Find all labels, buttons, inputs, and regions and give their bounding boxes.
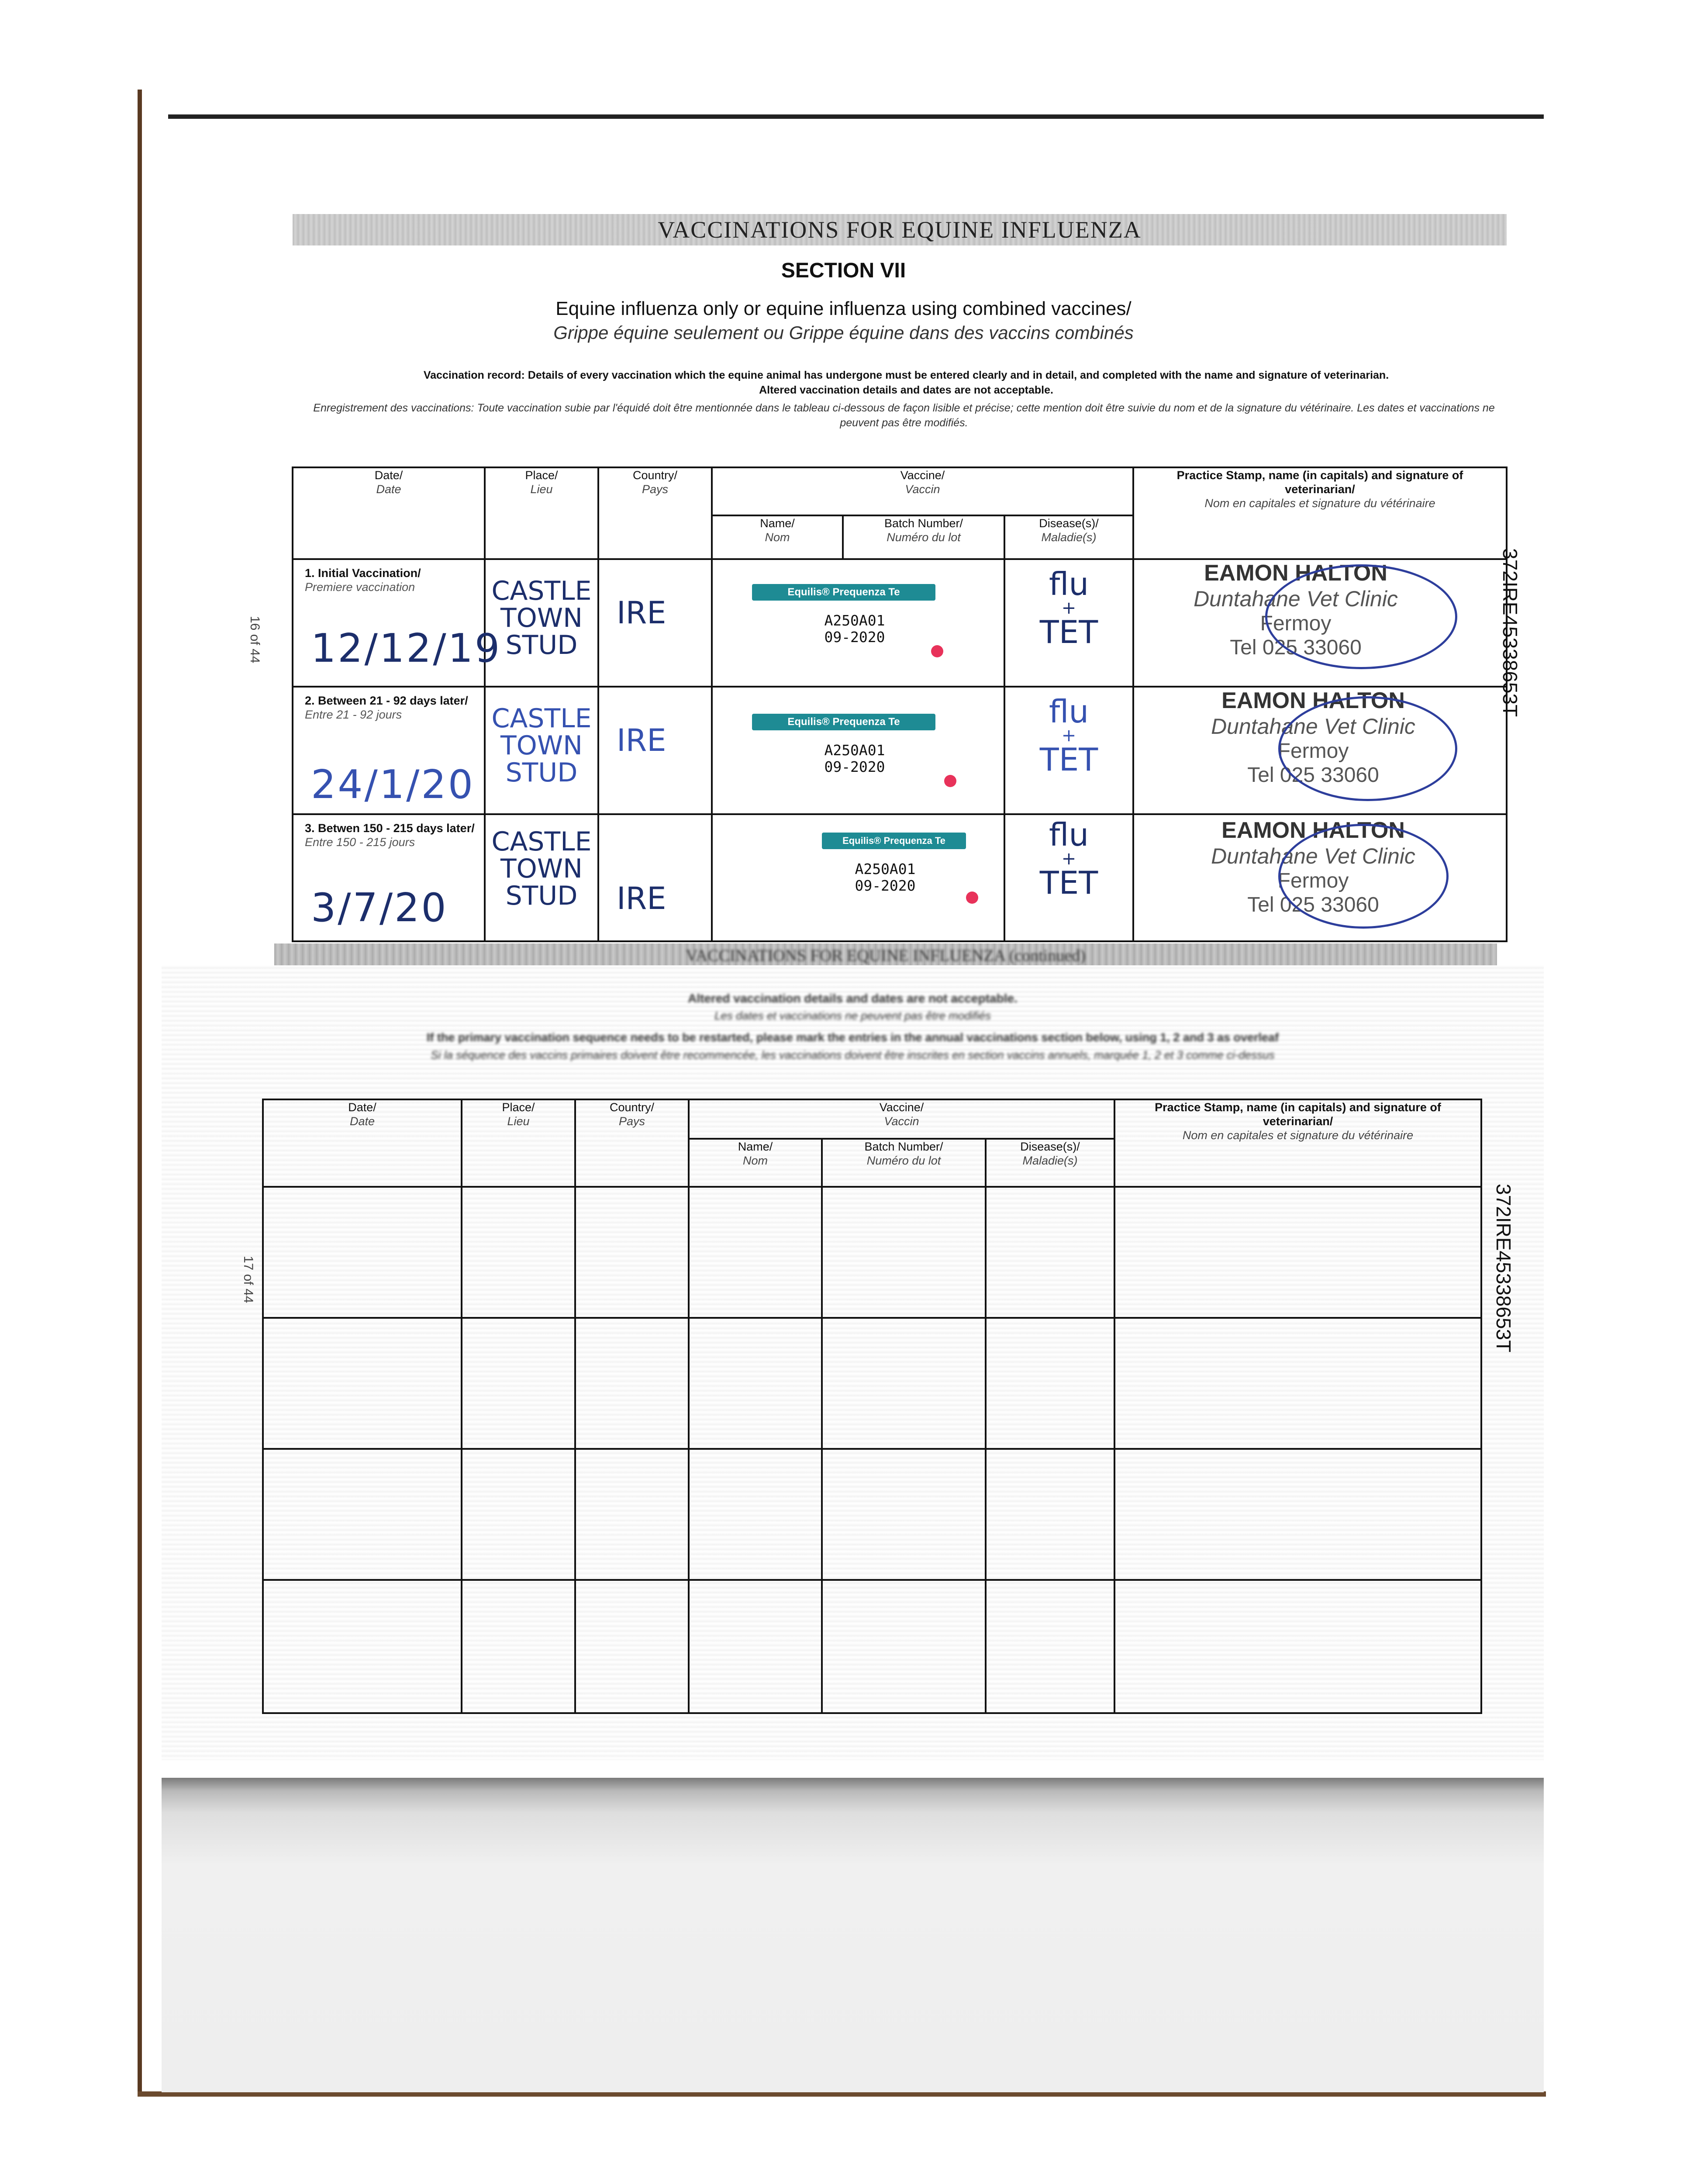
passport-code-bottom: 372IRE45338653T — [1492, 1184, 1515, 1353]
header-name: Name/ Nom — [712, 515, 843, 559]
row-label: 3. Betwen 150 - 215 days later/ — [305, 822, 475, 835]
vaccine-label-cell — [712, 687, 1004, 814]
page2-line-4: Si la séquence des vaccins primaires doivent être recommencée, les vaccinations doivent être inscrites en section vaccins annuels, marquée 1, 2 et 3 comme ci-dessus — [431, 1048, 1275, 1061]
section-title: SECTION VII — [781, 259, 906, 282]
header-name: Name/ Nom — [689, 1139, 822, 1187]
row-label: 1. Initial Vaccination/ — [305, 567, 421, 580]
stamp-cell — [1133, 687, 1507, 814]
practice-stamp: EAMON HALTON Duntahane Vet Clinic Fermoy Tel 025 33060 — [1211, 818, 1415, 916]
country-cell — [598, 814, 712, 941]
table-row — [263, 1187, 1481, 1318]
page-fold-shadow — [162, 1778, 1544, 2092]
header-place: Place/ Lieu — [462, 1099, 575, 1187]
table-row — [263, 1449, 1481, 1580]
row-label: 2. Between 21 - 92 days later/ — [305, 694, 468, 707]
batch-number: A250A01 09-2020 — [824, 612, 885, 646]
header-country: Country/ Pays — [598, 467, 712, 559]
row-label-fr: Premiere vaccination — [305, 581, 415, 594]
vet-signature — [1278, 824, 1449, 929]
vaccine-name-sticker: Equilis® Prequenza Te — [822, 833, 966, 849]
batch-number: A250A01 09-2020 — [855, 860, 916, 894]
subtitle-en: Equine influenza only or equine influenza using combined vaccines/ — [555, 298, 1132, 319]
header-country: Country/ Pays — [575, 1099, 689, 1187]
country-value: IRE — [617, 595, 666, 631]
date-value: 3/7/20 — [311, 885, 448, 931]
label-mark — [944, 775, 956, 787]
date-cell — [293, 687, 485, 814]
practice-stamp: EAMON HALTON Duntahane Vet Clinic Fermoy Tel 025 33060 — [1211, 688, 1415, 787]
batch-number: A250A01 09-2020 — [824, 742, 885, 775]
date-cell — [293, 559, 502, 687]
header-batch: Batch Number/ Numéro du lot — [843, 515, 1004, 559]
stamp-cell — [1133, 559, 1507, 687]
country-cell — [598, 687, 712, 814]
table-row — [293, 687, 1507, 814]
header-date: Date/ Date — [263, 1099, 462, 1187]
page-top-edge — [168, 114, 1544, 119]
subtitle-fr: Grippe équine seulement ou Grippe équine dans des vaccins combinés — [553, 322, 1134, 343]
disease-cell — [1004, 814, 1133, 941]
vaccination-note-fr: Enregistrement des vaccinations: Toute vaccination subie par l'équidé doit être mentionnée dans le tableau ci-dessous de façon lisible et précise; cette mention doit être suivie du nom et de la signature du vétérinaire. Les dates et vaccinations ne peuvent pas être modifiés. — [313, 402, 1495, 429]
place-value: CASTLE TOWN STUD — [491, 703, 592, 788]
row-label-fr: Entre 150 - 215 jours — [305, 836, 415, 849]
vaccine-name-sticker: Equilis® Prequenza Te — [752, 584, 935, 601]
header-vaccine: Vaccine/ Vaccin — [712, 467, 1133, 515]
header-batch: Batch Number/ Numéro du lot — [822, 1139, 986, 1187]
disease-cell — [1004, 559, 1133, 687]
label-mark — [966, 892, 978, 904]
date-value: 12/12/19 — [311, 625, 502, 671]
header-stamp: Practice Stamp, name (in capitals) and signature of veterinarian/ Nom en capitales et signature du vétérinaire — [1133, 467, 1507, 559]
place-value: CASTLE TOWN STUD — [491, 826, 592, 911]
table-row — [293, 814, 1507, 941]
annual-vaccination-table — [262, 1099, 1482, 1714]
label-mark — [931, 645, 943, 657]
header-stamp: Practice Stamp, name (in capitals) and signature of veterinarian/ Nom en capitales et signature du vétérinaire — [1114, 1099, 1481, 1187]
vaccine-label-cell — [712, 814, 1004, 941]
disease-cell — [1004, 687, 1133, 814]
disease-value: flu + TET — [1039, 816, 1098, 901]
place-cell — [485, 687, 598, 814]
table-row — [263, 1318, 1481, 1449]
disease-value: flu + TET — [1039, 566, 1098, 650]
header-place: Place/ Lieu — [485, 467, 598, 559]
date-value: 24/1/20 — [311, 762, 475, 808]
page2-line-2: Les dates et vaccinations ne peuvent pas être modifiés — [714, 1009, 991, 1022]
scan-left-edge — [138, 90, 142, 2097]
note-en-line-2: Altered vaccination details and dates are not acceptable. — [759, 384, 1053, 396]
vet-signature — [1265, 564, 1457, 669]
header-vaccine: Vaccine/ Vaccin — [689, 1099, 1114, 1139]
page-17-banner: VACCINATIONS FOR EQUINE INFLUENZA (continued) — [274, 943, 1497, 966]
table-row — [293, 559, 1507, 687]
header-disease: Disease(s)/ Maladie(s) — [1004, 515, 1133, 559]
stamp-cell — [1133, 814, 1507, 941]
header-disease: Disease(s)/ Maladie(s) — [986, 1139, 1114, 1187]
country-value: IRE — [617, 881, 666, 916]
page-number-bottom: 17 of 44 — [241, 1256, 255, 1303]
row-label-fr: Entre 21 - 92 jours — [305, 708, 402, 721]
disease-value: flu + TET — [1039, 693, 1098, 778]
vaccination-table — [292, 467, 1508, 942]
vet-signature — [1278, 696, 1457, 801]
date-cell — [293, 814, 485, 941]
section-banner: VACCINATIONS FOR EQUINE INFLUENZA — [293, 214, 1507, 245]
passport-code-top: 372IRE45338653T — [1499, 548, 1521, 717]
vaccination-note-en — [301, 368, 1511, 397]
table-row — [263, 1580, 1481, 1713]
vaccine-label-cell — [712, 559, 1004, 687]
page2-line-3: If the primary vaccination sequence needs to be restarted, please mark the entries in the annual vaccinations section below, using 1, 2 and 3 as overleaf — [426, 1031, 1279, 1044]
header-date: Date/ Date — [293, 467, 485, 559]
practice-stamp: EAMON HALTON Duntahane Vet Clinic Fermoy Tel 025 33060 — [1194, 560, 1398, 659]
note-en-line-1: Vaccination record: Details of every vaccination which the equine animal has undergone must be entered clearly and in detail, and completed with the name and signature of veterinarian. — [423, 369, 1389, 381]
page2-line-1: Altered vaccination details and dates are not acceptable. — [688, 992, 1018, 1005]
vaccine-name-sticker: Equilis® Prequenza Te — [752, 714, 935, 730]
place-value: CASTLE TOWN STUD — [491, 576, 592, 660]
country-cell — [598, 559, 712, 687]
place-cell — [485, 814, 598, 941]
place-cell — [485, 559, 598, 687]
country-value: IRE — [617, 722, 666, 758]
page-number-top: 16 of 44 — [248, 616, 262, 663]
